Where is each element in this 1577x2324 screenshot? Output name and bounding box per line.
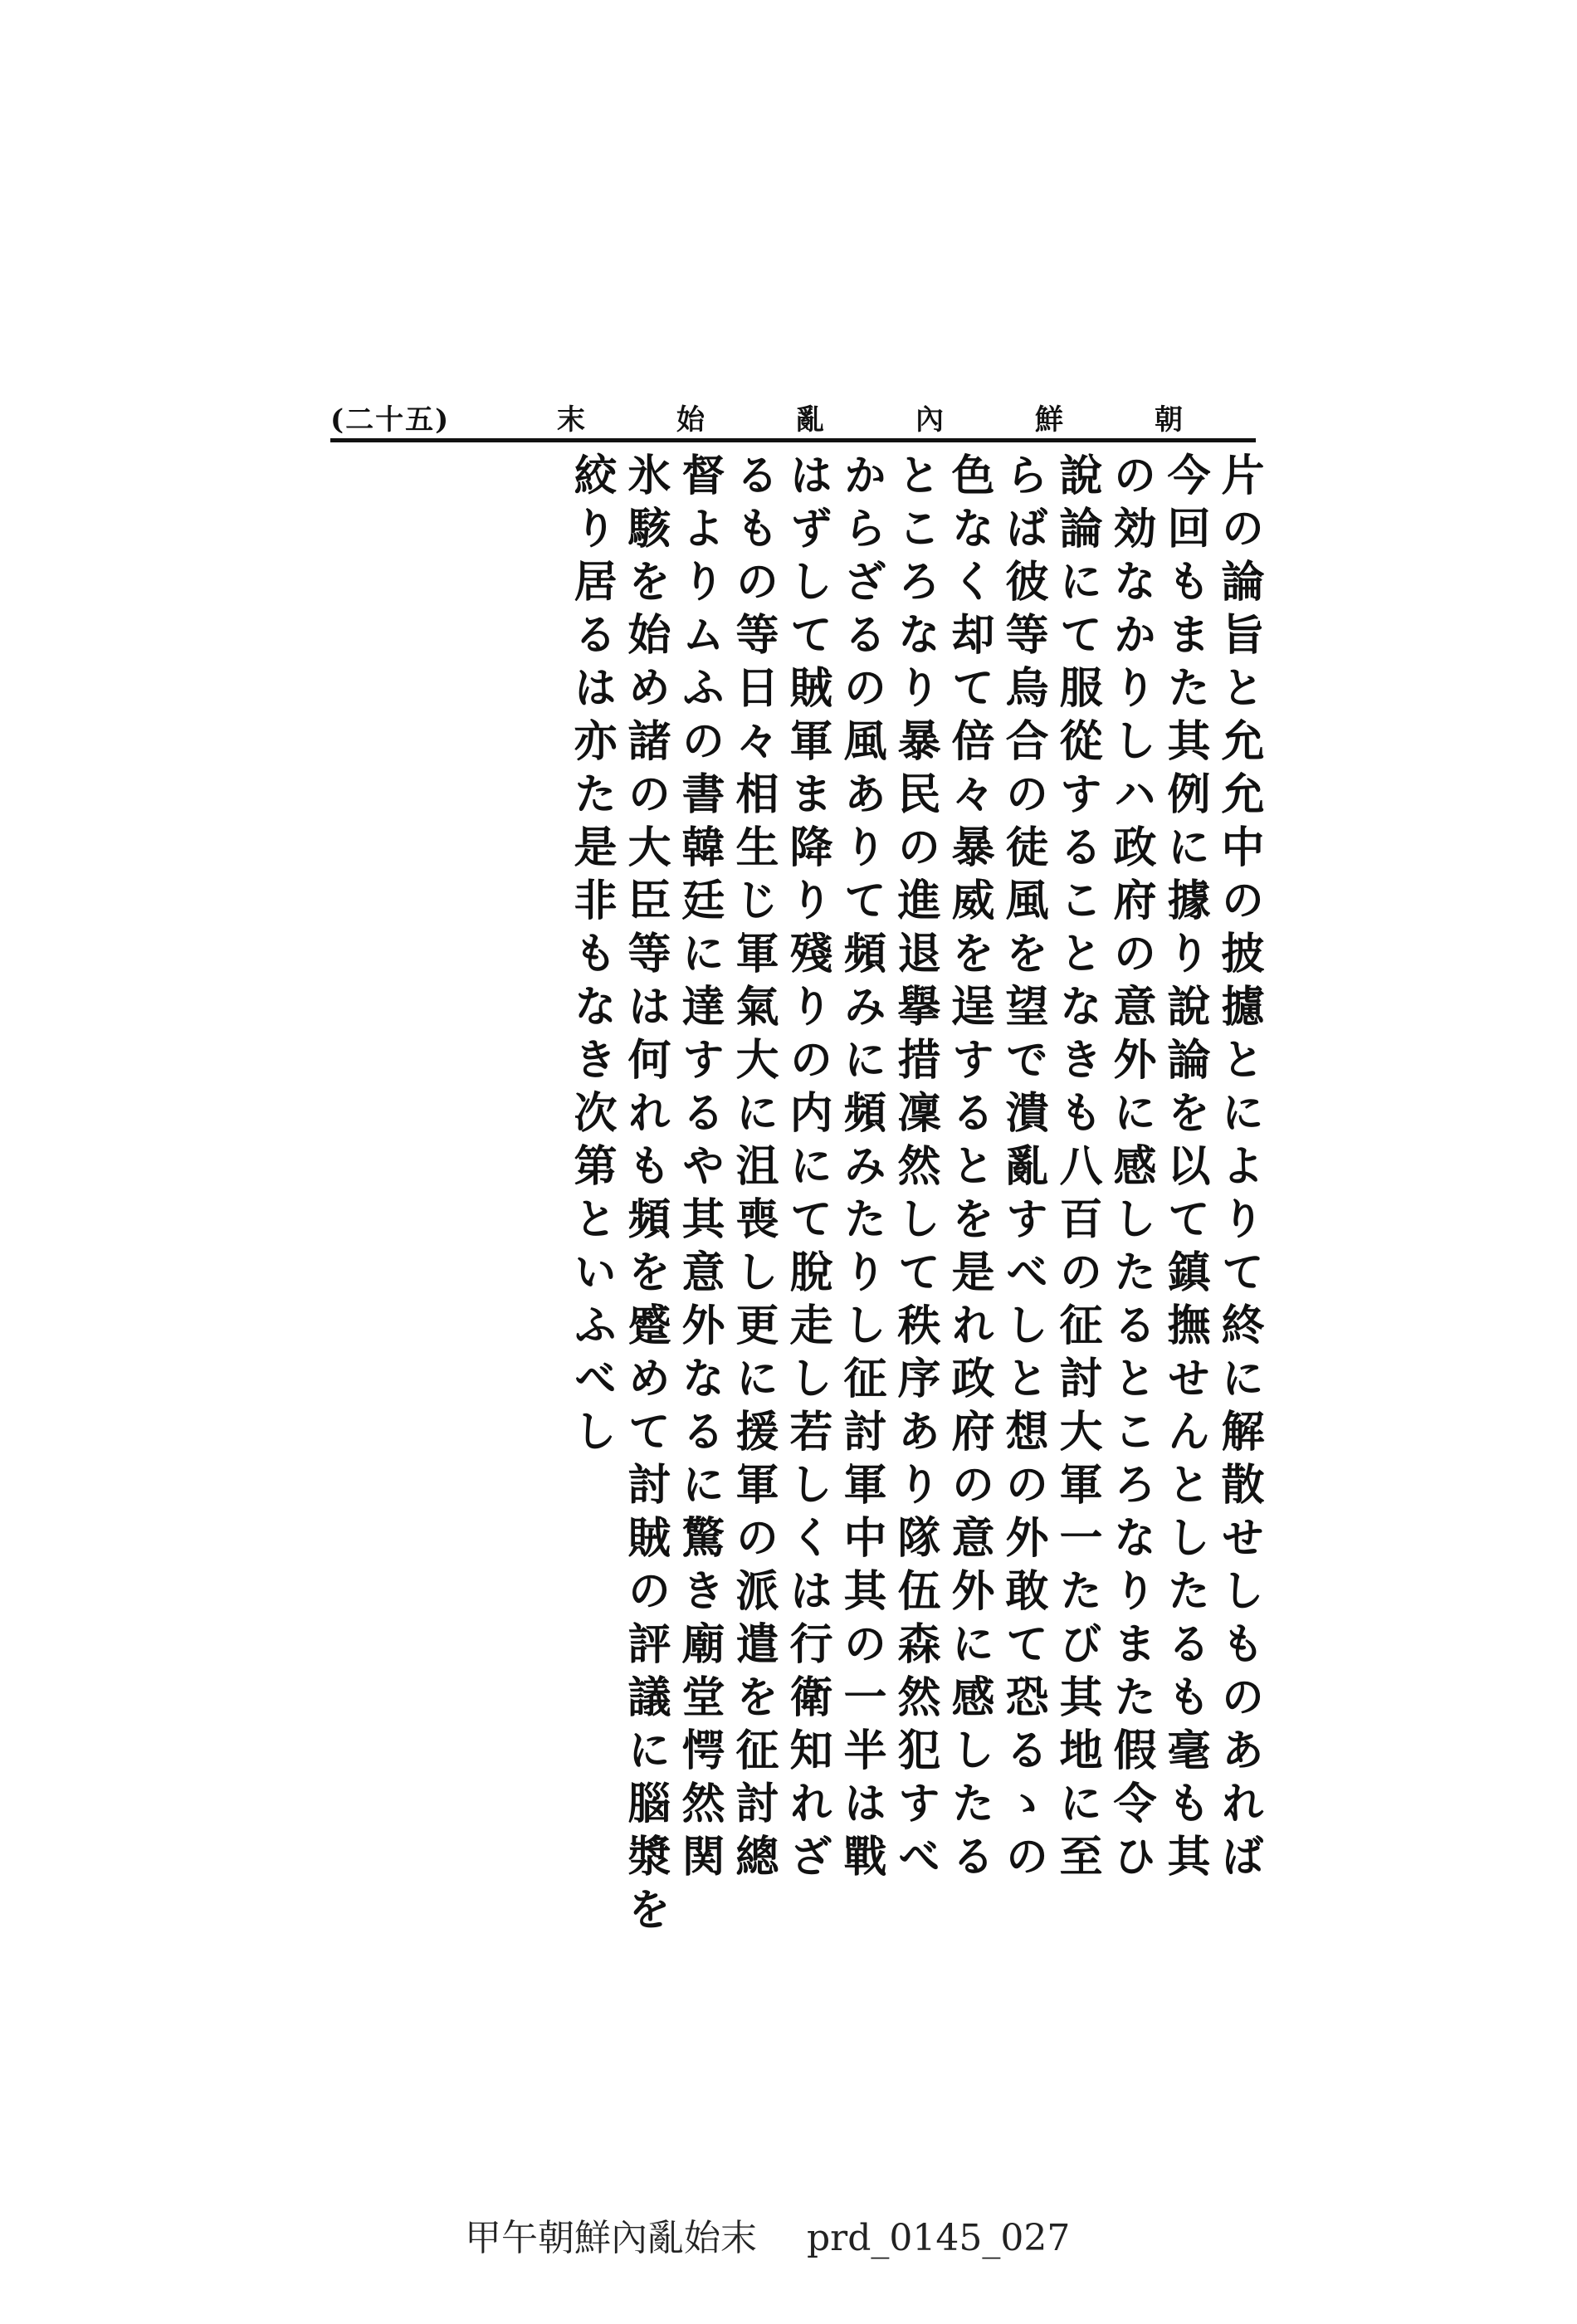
text-column: 今回もまた其例に據り說論を以て鎮撫せんとしたるも毫も其	[1160, 452, 1210, 1887]
page-number: (二十五)	[330, 403, 451, 437]
text-column: はずして賊軍ま降り殘りの内にて脫走し若しくは行衛知れざ	[782, 452, 832, 1887]
text-column: の効なかりしハ政府の意外に感したるところなりまた假令ひ	[1106, 452, 1156, 1887]
body-text	[328, 452, 1266, 1946]
running-title-char: 始	[676, 403, 705, 437]
running-title-char: 朝	[1155, 403, 1183, 437]
running-title-char: 末	[557, 403, 585, 437]
text-column: 片の論旨と允允中の披攄とによりて終に解散せしものあれば	[1213, 452, 1264, 1887]
text-column: ところなり暴民の進退擧措凜然して秩序あり隊伍森然犯すべ	[890, 452, 940, 1887]
text-column: 說論にて服從することなきも八百の征討大軍一たび其地に至	[1052, 452, 1102, 1887]
page-footer	[465, 2208, 1129, 2261]
text-column: 絞り居るは亦た是非もなき次第といふべし	[566, 452, 617, 1462]
text-column: らば彼等烏合の徒風を望で潰亂すべしと想の外敢て恐るゝの	[998, 452, 1048, 1887]
page-header	[330, 397, 1252, 438]
footer-title: 甲午朝鮮內亂始末	[465, 2217, 757, 2259]
running-title-char: 內	[915, 403, 944, 437]
header-rule	[330, 438, 1256, 442]
running-title-char: 亂	[796, 403, 824, 437]
text-column: 氷駭を始め諸の大臣等は何れも頻を蹙めて討賊の評議に腦漿を	[620, 452, 671, 1940]
text-column: 督よりムふの書韓廷に達するや其意外なるに驚き廟堂愕然関	[674, 452, 725, 1887]
text-column: るもの等日々相生じ軍氣大に沮喪し更に援軍の派遣を征討總	[728, 452, 779, 1887]
footer-code: prd_0145_027	[807, 2217, 1071, 2259]
text-column: 色なく却て倍々暴威を逞するとを是れ政府の意外に感したる	[944, 452, 994, 1887]
running-title-char: 鮮	[1035, 403, 1063, 437]
text-column: からざるの風ありて頻みに頻みたりし征討軍中其の一半は戰	[836, 452, 886, 1887]
running-title	[546, 397, 1194, 437]
